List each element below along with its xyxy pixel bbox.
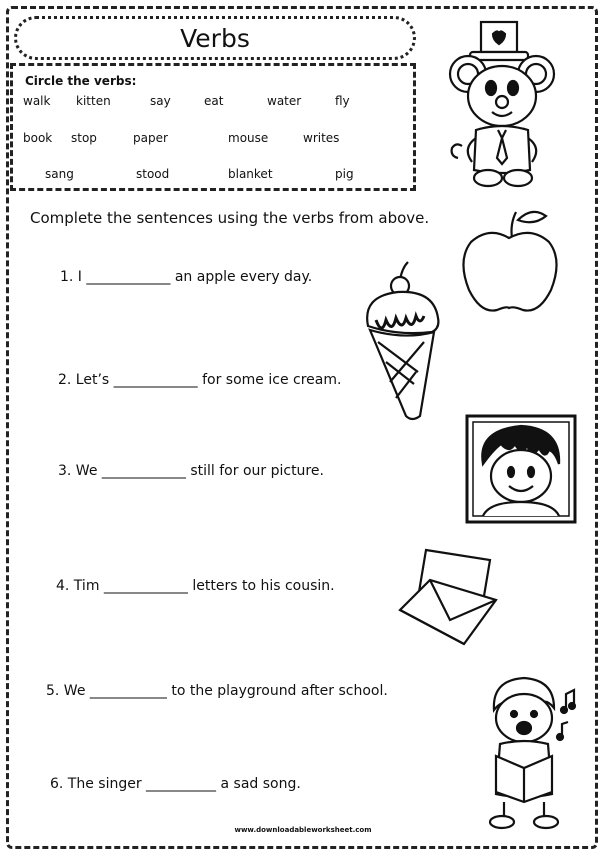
footer-url: www.downloadableworksheet.com <box>234 826 372 834</box>
word-item: walk <box>23 94 51 108</box>
boy-portrait-icon <box>465 414 577 524</box>
word-item: sang <box>45 167 74 181</box>
instructions: Complete the sentences using the verbs from above. <box>30 209 430 227</box>
word-item: water <box>267 94 302 108</box>
word-item: book <box>23 131 53 145</box>
sentence-3: 3. We ____________ still for our picture. <box>58 463 324 479</box>
title-banner <box>14 16 416 60</box>
sentence-6: 6. The singer __________ a sad song. <box>50 776 301 792</box>
sentence-2: 2. Let’s ____________ for some ice cream. <box>58 372 342 388</box>
word-item: mouse <box>228 131 269 145</box>
ice-cream-icon <box>356 262 452 422</box>
word-item: writes <box>303 131 340 145</box>
word-item: fly <box>335 94 350 108</box>
sentence-1: 1. I ____________ an apple every day. <box>60 269 313 285</box>
word-item: blanket <box>228 167 273 181</box>
page-title: Verbs <box>180 23 250 53</box>
sentence-5: 5. We ___________ to the playground after school. <box>46 683 388 699</box>
word-item: stop <box>71 131 97 145</box>
envelope-icon <box>396 540 504 648</box>
apple-icon <box>462 204 556 316</box>
word-item: pig <box>335 167 354 181</box>
mouse-icon <box>448 18 556 193</box>
singing-boy-icon <box>474 674 586 830</box>
word-item: say <box>150 94 171 108</box>
word-bank <box>10 63 416 191</box>
word-item: kitten <box>76 94 111 108</box>
word-item: paper <box>133 131 168 145</box>
sentence-4: 4. Tim ____________ letters to his cousin. <box>56 578 335 594</box>
word-item: stood <box>136 167 170 181</box>
word-item: eat <box>204 94 224 108</box>
word-bank-heading: Circle the verbs: <box>25 74 137 88</box>
